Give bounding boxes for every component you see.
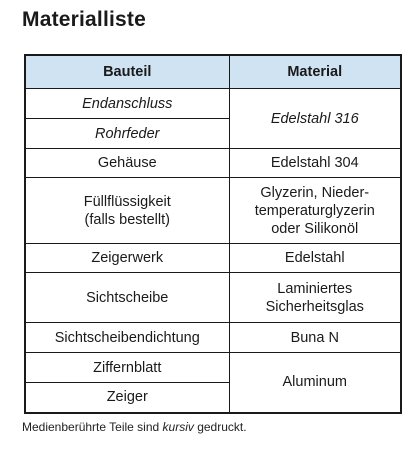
footnote-text-start: Medienberührte Teile sind [22,420,163,434]
part-cell-rohrfeder: Rohrfeder [25,119,229,149]
part-cell-sichtscheibe: Sichtscheibe [25,273,229,323]
part-cell-gehaeuse: Gehäuse [25,149,229,178]
material-cell-edelstahl: Edelstahl [229,244,401,273]
material-cell-glyzerin [229,178,401,244]
table-header-row [25,55,401,89]
table-row [25,178,401,244]
part-line: Füllflüssigkeit [83,193,171,210]
material-line: oder Silikonöl [271,220,359,237]
part-line: (falls bestellt) [84,211,170,228]
material-cell-edelstahl-316: Edelstahl 316 [229,89,401,149]
part-cell-ziffernblatt: Ziffernblatt [25,353,229,383]
footnote [22,420,247,434]
part-cell-sichtscheibendichtung: Sichtscheibendichtung [25,323,229,353]
material-line: Glyzerin, Nieder- [260,184,370,201]
part-cell-fuellfluessigkeit [25,178,229,244]
table-row [25,353,401,383]
material-line: Laminiertes [277,280,353,297]
page-title: Materialliste [22,8,146,31]
part-cell-endanschluss: Endanschluss [25,89,229,119]
material-table-container [24,54,400,414]
table-row [25,149,401,178]
part-cell-zeiger: Zeiger [25,383,229,413]
header-part: Bauteil [25,55,229,89]
material-cell-aluminum: Aluminum [229,353,401,413]
material-line: temperaturglyzerin [254,202,375,219]
material-line: Sicherheitsglas [265,298,364,315]
footnote-italic-word: kursiv [162,420,194,434]
table-row [25,244,401,273]
material-cell-laminiertes-glas [229,273,401,323]
table-row [25,273,401,323]
table-row [25,323,401,353]
footnote-text-end: gedruckt. [193,420,247,434]
part-cell-zeigerwerk: Zeigerwerk [25,244,229,273]
table-row [25,89,401,119]
material-cell-buna-n: Buna N [229,323,401,353]
material-table [24,54,402,414]
header-material: Material [229,55,401,89]
material-cell-edelstahl-304: Edelstahl 304 [229,149,401,178]
